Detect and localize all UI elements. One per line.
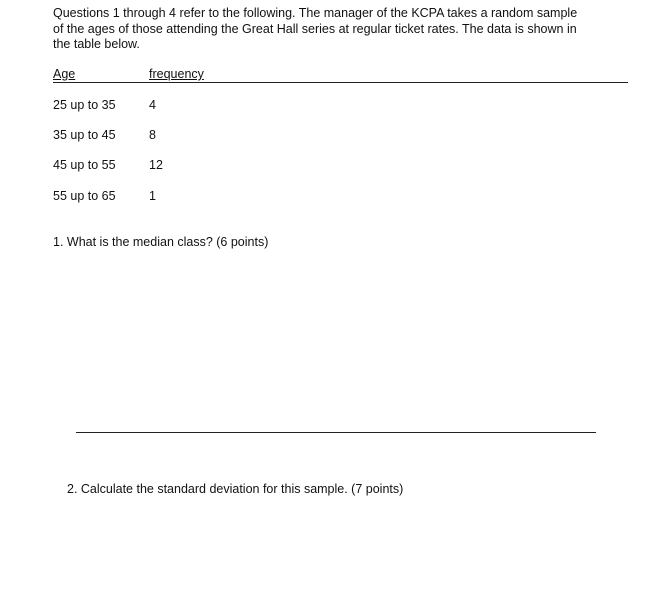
intro-paragraph (53, 6, 633, 53)
question-1: 1. What is the median class? (6 points) (53, 235, 269, 249)
frequency-cell: 1 (149, 189, 156, 203)
age-cell: 35 up to 45 (53, 128, 116, 142)
frequency-cell: 8 (149, 128, 156, 142)
age-cell: 55 up to 65 (53, 189, 116, 203)
frequency-cell: 4 (149, 98, 156, 112)
intro-line-1: Questions 1 through 4 refer to the following. The manager of the KCPA takes a random sample (53, 6, 578, 20)
age-cell: 25 up to 35 (53, 98, 116, 112)
age-column-header: Age (53, 67, 76, 81)
answer-divider (76, 432, 596, 433)
intro-line-2: of the ages of those attending the Great Hall series at regular ticket rates. The data is shown in (53, 21, 577, 36)
frequency-cell: 12 (149, 158, 163, 172)
question-2: 2. Calculate the standard deviation for this sample. (7 points) (67, 482, 404, 496)
age-cell: 45 up to 55 (53, 158, 116, 172)
table-header (53, 66, 628, 83)
intro-line-3: the table below. (53, 37, 140, 51)
frequency-column-header: frequency (149, 67, 204, 81)
